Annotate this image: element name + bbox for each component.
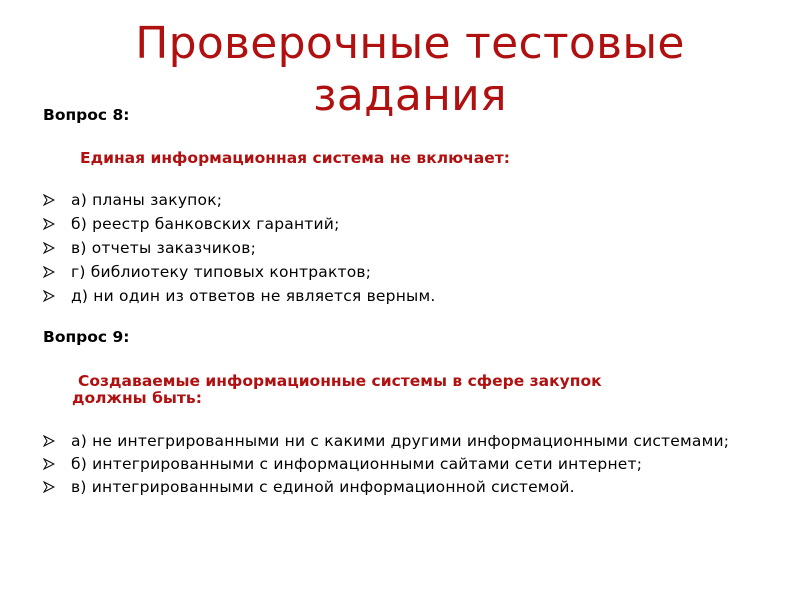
- arrow-bullet-icon: [43, 458, 55, 470]
- arrow-bullet-icon: [43, 218, 55, 230]
- slide-title: Проверочные тестовые задания: [135, 18, 685, 121]
- answer-text: в) интегрированными с единой информационной системой.: [71, 478, 575, 496]
- answer-text: г) библиотеку типовых контрактов;: [71, 263, 372, 281]
- answer-item: [43, 456, 671, 473]
- answer-text: б) реестр банковских гарантий;: [71, 215, 340, 233]
- answer-text: б) интегрированными с информационными сайтами сети интернет;: [71, 455, 643, 473]
- arrow-bullet-icon: [43, 435, 55, 447]
- answer-item: [43, 288, 763, 305]
- answer-item: [43, 216, 763, 233]
- question-9-text: Создаваемые информационные системы в сфере закупок должны быть:: [72, 372, 602, 407]
- question-8-answers: [43, 192, 763, 305]
- question-9-answers: [43, 433, 763, 496]
- arrow-bullet-icon: [43, 290, 55, 302]
- answer-item: [43, 433, 771, 450]
- answer-text: д) ни один из ответов не является верным.: [71, 287, 436, 305]
- question-8-text: Единая информационная система не включает:: [80, 149, 510, 167]
- arrow-bullet-icon: [43, 194, 55, 206]
- arrow-bullet-icon: [43, 481, 55, 493]
- arrow-bullet-icon: [43, 242, 55, 254]
- answer-item: [43, 192, 763, 209]
- arrow-bullet-icon: [43, 266, 55, 278]
- answer-item: [43, 479, 771, 496]
- question-8-label: Вопрос 8:: [43, 106, 130, 124]
- answer-text: а) не интегрированными ни с какими другими информационными системами;: [71, 432, 730, 450]
- answer-text: а) планы закупок;: [71, 191, 223, 209]
- answer-item: [43, 264, 763, 281]
- question-9-label: Вопрос 9:: [43, 328, 130, 346]
- answer-text: в) отчеты заказчиков;: [71, 239, 256, 257]
- answer-item: [43, 240, 763, 257]
